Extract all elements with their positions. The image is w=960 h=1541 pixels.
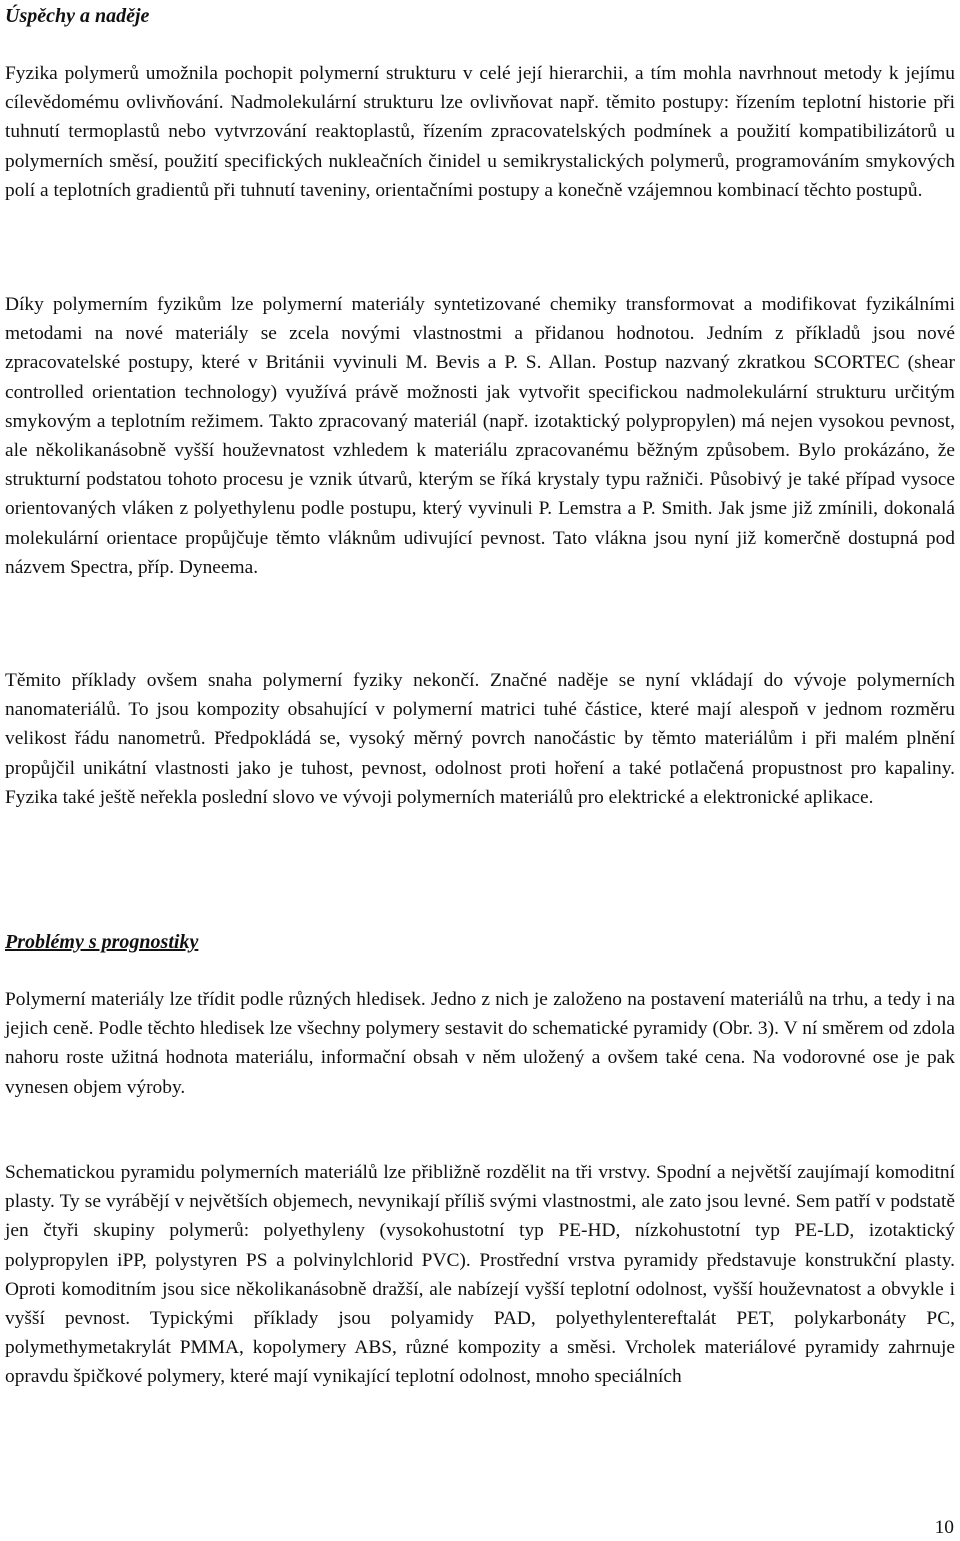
paragraph: Díky polymerním fyzikům lze polymerní materiály syntetizované chemiky transformovat a modifikovat fyzikálními metodami na nové materiály se zcela novými vlastnostmi a přidanou hodnotou. Jedním z příkladů jsou nové zpracovatelské postupy, které v Británii vyvinuli M. Bevis a P. S. Allan. Postup nazvaný zkratkou SCORTEC (shear controlled orientation technology) využívá právě možnosti jak vytvořit specifickou nadmolekulární strukturu určitým smykovým a teplotním režimem. Takto zpracovaný materiál (např. izotaktický polypropylen) má nejen vysokou pevnost, ale několikanásobně vyšší houževnatost vzhledem k materiálu zpracovanému běžným způsobem. Bylo prokázáno, že strukturní podstatou tohoto procesu je vznik útvarů, kterým se říká krystaly typu ražniči. Působivý je také případ vysoce orientovaných vláken z polyethylenu podle postupu, který vyvinuli P. Lemstra a P. Smith. Jak jsme již zmínili, dokonalá molekulární orientace propůjčuje těmto vláknům udivující pevnost. Tato vlákna jsou nyní již komerčně dostupná pod názvem Spectra, příp. Dyneema. bbox=[5, 294, 955, 578]
paragraph: Polymerní materiály lze třídit podle různých hledisek. Jedno z nich je založeno na postavení materiálů na trhu, a tedy i na jejich ceně. Podle těchto hledisek lze všechny polymery sestavit do schematické pyramidy (Obr. 3). V ní směrem od zdola nahoru roste užitná hodnota materiálu, informační obsah v něm uložený a ovšem také cena. Na vodorovné ose je pak vynesen objem výroby. bbox=[5, 989, 955, 1098]
paragraph: Fyzika polymerů umožnila pochopit polymerní strukturu v celé její hierarchii, a tím mohla navrhnout metody k jejímu cílevědomému ovlivňování. Nadmolekulární strukturu lze ovlivňovat např. těmito postupy: řízením teplotní historie při tuhnutí termoplastů nebo vytvrzování reaktoplastů, řízením zpracovatelských podmínek a použití kompatibilizátorů u polymerních směsí, použití specifických nukleačních činidel u semikrystalických polymerů, programováním smykových polí a teplotních gradientů při tuhnutí taveniny, orientačními postupy a konečně vzájemnou kombinací těchto postupů. bbox=[5, 63, 955, 201]
section-heading-forecasters: Problémy s prognostiky bbox=[5, 931, 199, 953]
paragraph: Těmito příklady ovšem snaha polymerní fyziky nekončí. Značné naděje se nyní vkládají do vývoje polymerních nanomateriálů. To jsou kompozity obsahující v polymerní matrici tuhé částice, které mají alespoň v jednom rozměru velikost řádu nanometrů. Předpokládá se, vysoký měrný povrch nanočástic by těmto materiálům i při malém plnění propůjčil unikátní vlastnosti jako je tuhost, pevnost, odolnost proti hoření a také potlačená propustnost pro kapaliny. Fyzika také ještě neřekla poslední slovo ve vývoji polymerních materiálů pro elektrické a elektronické aplikace. bbox=[5, 670, 955, 808]
page-number: 10 bbox=[934, 1517, 954, 1538]
paragraph: Schematickou pyramidu polymerních materiálů lze přibližně rozdělit na tři vrstvy. Spodní a největší zaujímají komoditní plasty. Ty se vyrábějí v největších objemech, nevynikají příliš svými vlastnostmi, ale zato jsou levné. Sem patří v podstatě jen čtyři skupiny polymerů: polyethyleny (vysokohustotní typ PE-HD, nízkohustotní typ PE-LD, izotaktický polypropylen iPP, polystyren PS a polvinylchlorid PVC). Prostřední vrstva pyramidy představuje konstrukční plasty. Oproti komoditním jsou sice několikanásobně dražší, ale nabízejí vyšší teplotní odolnost, vyšší houževnatost a obvykle i vyšší pevnost. Typickými příklady jsou polyamidy PAD, polyethylentereftalát PET, polykarbonáty PC, polymethymetakrylát PMMA, kopolymery ABS, různé kompozity a směsi. Vrcholek materiálové pyramidy zahrnuje opravdu špičkové polymery, které mají vynikající teplotní odolnost, mnoho speciálních bbox=[5, 1162, 955, 1388]
section-heading-successes: Úspěchy a naděje bbox=[5, 5, 150, 27]
